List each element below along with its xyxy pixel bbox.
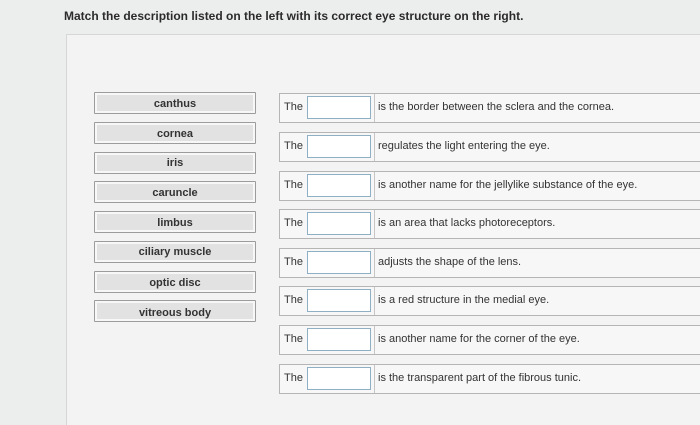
term-label: vitreous body [138, 307, 212, 319]
term-cornea[interactable] [94, 122, 256, 144]
term-label: caruncle [152, 187, 198, 199]
drop-slot-2[interactable] [307, 135, 371, 158]
row-divider [374, 94, 375, 122]
match-row [279, 209, 700, 239]
drop-slot-6[interactable] [307, 289, 371, 312]
drop-slot-5[interactable] [307, 251, 371, 274]
match-row [279, 93, 700, 123]
term-label: limbus [157, 217, 193, 229]
instruction-text: Match the description listed on the left with its correct eye structure on the right. [64, 9, 524, 23]
row-description: is the border between the sclera and the cornea. [378, 101, 615, 113]
row-prefix: The [284, 333, 303, 345]
row-description: is the transparent part of the fibrous tunic. [378, 372, 582, 384]
term-ciliary-muscle[interactable] [94, 241, 256, 263]
term-label: optic disc [149, 277, 201, 289]
row-divider [374, 172, 375, 200]
row-prefix: The [284, 372, 303, 384]
term-canthus[interactable] [94, 92, 256, 114]
row-divider [374, 133, 375, 161]
row-prefix: The [284, 101, 303, 113]
row-description: is another name for the jellylike substance of the eye. [378, 179, 638, 191]
row-divider [374, 287, 375, 315]
drop-slot-4[interactable] [307, 212, 371, 235]
term-label: cornea [156, 128, 194, 140]
row-description: is another name for the corner of the eye. [378, 333, 580, 345]
term-label: ciliary muscle [138, 246, 212, 258]
match-row [279, 171, 700, 201]
match-row [279, 364, 700, 394]
row-divider [374, 326, 375, 354]
row-prefix: The [284, 217, 303, 229]
row-prefix: The [284, 179, 303, 191]
row-prefix: The [284, 256, 303, 268]
drop-slot-8[interactable] [307, 367, 371, 390]
drop-slot-1[interactable] [307, 96, 371, 119]
term-label: canthus [153, 98, 197, 110]
term-caruncle[interactable] [94, 181, 256, 203]
row-description: is a red structure in the medial eye. [378, 294, 550, 306]
drop-slot-3[interactable] [307, 174, 371, 197]
row-divider [374, 249, 375, 277]
drop-slot-7[interactable] [307, 328, 371, 351]
row-description: is an area that lacks photoreceptors. [378, 217, 556, 229]
row-prefix: The [284, 294, 303, 306]
match-row [279, 248, 700, 278]
term-limbus[interactable] [94, 211, 256, 233]
term-label: iris [166, 157, 184, 169]
row-divider [374, 365, 375, 393]
row-divider [374, 210, 375, 238]
term-iris[interactable] [94, 152, 256, 174]
row-description: adjusts the shape of the lens. [378, 256, 522, 268]
match-row [279, 132, 700, 162]
term-optic-disc[interactable] [94, 271, 256, 293]
row-description: regulates the light entering the eye. [378, 140, 550, 152]
row-prefix: The [284, 140, 303, 152]
term-vitreous-body[interactable] [94, 300, 256, 322]
match-row [279, 286, 700, 316]
match-row [279, 325, 700, 355]
